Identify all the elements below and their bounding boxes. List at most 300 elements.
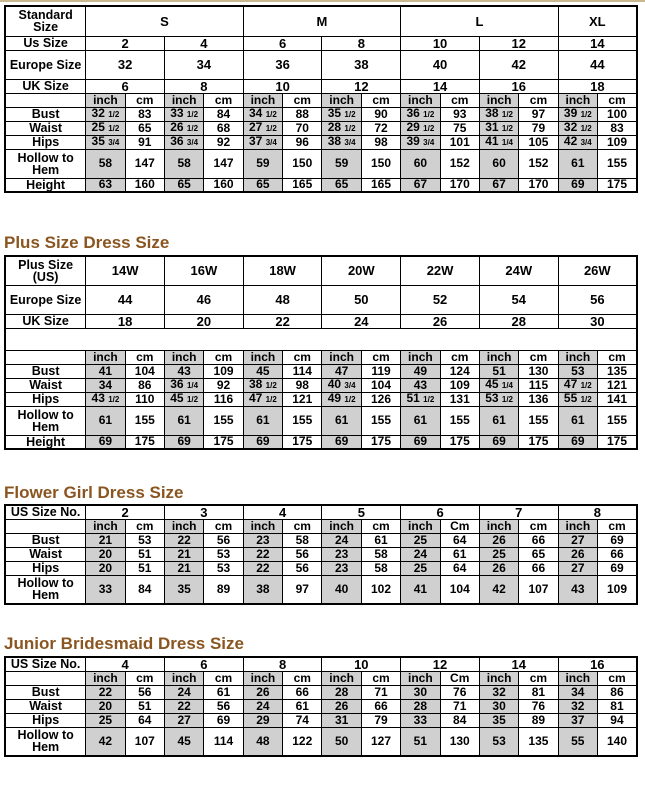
measure-inch: 30: [479, 699, 518, 713]
row-label: Hips: [5, 135, 86, 149]
measure-inch: 22: [243, 561, 282, 575]
units-label-blank: [5, 519, 86, 533]
size-value: 36: [243, 50, 322, 79]
measure-cm: 155: [283, 406, 322, 435]
measure-inch: 50: [322, 727, 361, 756]
measure-whole: 36: [406, 107, 424, 120]
measure-inch: 20: [86, 547, 125, 561]
measure-inch: 21: [86, 533, 125, 547]
measure-cm: 56: [283, 561, 322, 575]
size-value: 42: [479, 50, 558, 79]
measure-inch: 42: [86, 727, 125, 756]
measure-cm: 141: [598, 392, 637, 406]
measure-inch: 22: [164, 699, 203, 713]
measure-inch: [243, 121, 282, 135]
measure-cm: 100: [598, 107, 637, 121]
row-label: US Size No.: [5, 657, 86, 671]
size-value: 16W: [164, 256, 243, 285]
measure-cm: 84: [125, 575, 164, 604]
unit-cm: cm: [125, 519, 164, 533]
size-value: 4: [164, 36, 243, 50]
size-value: 22W: [401, 256, 480, 285]
row-label: Bust: [5, 364, 86, 378]
measure-row-waist: [5, 699, 637, 713]
row-label: Waist: [5, 378, 86, 392]
unit-cm: cm: [598, 350, 637, 364]
measure-cm: 94: [597, 713, 637, 727]
measure-cm: 109: [598, 575, 637, 604]
measure-row-hollow-to-hem: [5, 575, 637, 604]
measure-cm: 97: [519, 107, 558, 121]
row-label: Hollow to Hem: [5, 727, 86, 756]
measure-inch: 61: [401, 406, 440, 435]
measure-inch: 58: [164, 149, 203, 178]
measure-cm: 68: [204, 121, 243, 135]
measure-cm: 72: [361, 121, 400, 135]
measure-cm: 89: [519, 713, 558, 727]
measure-inch: 41: [401, 575, 440, 604]
measure-whole: 36: [170, 378, 187, 391]
unit-inch: inch: [164, 519, 203, 533]
row-label: Waist: [5, 547, 86, 561]
measure-row-waist: [5, 121, 637, 135]
size-group-l: L: [401, 6, 558, 36]
measure-whole: 45: [485, 378, 502, 391]
measure-row-hollow-to-hem: [5, 727, 637, 756]
measure-cm: 64: [125, 713, 164, 727]
measure-whole: 53: [485, 392, 502, 405]
measure-whole: 28: [327, 121, 345, 134]
measure-cm: 105: [519, 135, 558, 149]
size-value: 26: [401, 314, 480, 328]
row-label: Standard Size: [5, 6, 86, 36]
measure-inch: 29: [243, 713, 282, 727]
measure-cm: 152: [440, 149, 479, 178]
measure-fraction: 1/2: [580, 124, 592, 133]
size-row: [5, 79, 637, 93]
measure-inch: 55: [558, 727, 597, 756]
measure-whole: 43: [91, 392, 109, 405]
measure-inch: 20: [86, 561, 125, 575]
unit-inch: inch: [243, 350, 282, 364]
measure-cm: 58: [283, 533, 322, 547]
measure-cm: 130: [440, 727, 479, 756]
measure-inch: 69: [86, 435, 125, 449]
measure-cm: 102: [361, 575, 400, 604]
size-value: 14: [558, 36, 637, 50]
unit-cm: Cm: [440, 671, 479, 685]
size-value: 6: [86, 79, 165, 93]
size-value: 16: [479, 79, 558, 93]
measure-cm: 109: [440, 378, 479, 392]
measure-inch: 26: [243, 685, 282, 699]
measure-inch: 53: [479, 727, 518, 756]
measure-inch: 34: [86, 378, 125, 392]
measure-whole: 40: [327, 378, 345, 391]
unit-inch: inch: [164, 350, 203, 364]
size-value: 38: [322, 50, 401, 79]
measure-cm: 69: [204, 713, 243, 727]
measure-inch: 24: [164, 685, 203, 699]
unit-cm: cm: [519, 671, 558, 685]
measure-whole: 47: [563, 378, 581, 391]
measure-cm: 56: [204, 533, 243, 547]
measure-cm: 104: [125, 364, 164, 378]
size-value: 12: [322, 79, 401, 93]
measure-cm: 71: [361, 685, 400, 699]
unit-cm: cm: [519, 519, 558, 533]
measure-whole: 42: [563, 135, 581, 148]
measure-cm: 175: [519, 435, 558, 449]
measure-inch: [322, 392, 361, 406]
unit-cm: cm: [125, 671, 164, 685]
size-group-xl: XL: [558, 6, 637, 36]
unit-cm: cm: [204, 93, 243, 107]
measure-whole: 38: [248, 378, 266, 391]
measure-inch: 49: [401, 364, 440, 378]
measure-whole: 41: [485, 135, 502, 148]
unit-inch: inch: [558, 93, 597, 107]
measure-inch: 31: [322, 713, 361, 727]
flower-girl-table: [4, 504, 638, 605]
measure-cm: 114: [283, 364, 322, 378]
measure-inch: 22: [86, 685, 125, 699]
measure-inch: [164, 107, 203, 121]
measure-inch: 69: [558, 178, 597, 192]
measure-cm: 175: [204, 435, 243, 449]
measure-cm: 114: [204, 727, 243, 756]
measure-cm: 152: [519, 149, 558, 178]
measure-fraction: 1/2: [108, 395, 120, 404]
measure-inch: 24: [322, 533, 361, 547]
measure-fraction: 3/4: [344, 381, 356, 390]
size-row: [5, 657, 637, 671]
measure-cm: 121: [598, 378, 637, 392]
measure-cm: 71: [440, 699, 479, 713]
unit-inch: inch: [86, 93, 125, 107]
size-value: 24W: [479, 256, 558, 285]
unit-cm: cm: [204, 671, 243, 685]
unit-cm: cm: [125, 350, 164, 364]
measure-cm: 155: [440, 406, 479, 435]
row-label: Waist: [5, 121, 86, 135]
measure-cm: 98: [283, 378, 322, 392]
measure-inch: 41: [86, 364, 125, 378]
size-row: [5, 36, 637, 50]
measure-inch: [558, 121, 597, 135]
unit-inch: inch: [479, 350, 518, 364]
measure-cm: 150: [283, 149, 322, 178]
unit-inch: inch: [243, 519, 282, 533]
measure-inch: 26: [322, 699, 361, 713]
measure-fraction: 1/2: [501, 124, 513, 133]
measure-fraction: 1/2: [186, 110, 199, 119]
measure-fraction: 1/2: [265, 124, 277, 133]
measure-inch: 65: [322, 178, 361, 192]
measure-whole: 39: [563, 107, 581, 120]
measure-inch: [322, 107, 361, 121]
measure-inch: 30: [401, 685, 440, 699]
measure-whole: 32: [91, 107, 109, 120]
measure-cm: 58: [361, 561, 400, 575]
unit-inch: inch: [479, 671, 518, 685]
measure-inch: 26: [558, 547, 597, 561]
size-value: 44: [86, 285, 165, 314]
measure-whole: 35: [327, 107, 345, 120]
unit-inch: inch: [243, 93, 282, 107]
measure-inch: [479, 121, 518, 135]
measure-cm: 65: [125, 121, 164, 135]
unit-cm: cm: [125, 93, 164, 107]
unit-inch: inch: [322, 350, 361, 364]
unit-inch: inch: [86, 519, 125, 533]
measure-inch: [243, 392, 282, 406]
measure-inch: 23: [322, 561, 361, 575]
measure-whole: 36: [170, 135, 187, 148]
measure-inch: 23: [322, 547, 361, 561]
blank-row: [5, 328, 637, 350]
measure-cm: 83: [125, 107, 164, 121]
size-value: 6: [243, 36, 322, 50]
measure-whole: 27: [249, 121, 266, 134]
measure-cm: 86: [597, 685, 637, 699]
size-value: 4: [86, 657, 165, 671]
measure-inch: 33: [401, 713, 440, 727]
measure-inch: 38: [243, 575, 282, 604]
measure-whole: 51: [406, 392, 424, 405]
unit-cm: cm: [361, 93, 400, 107]
measure-inch: 35: [479, 713, 518, 727]
measure-inch: 32: [558, 699, 597, 713]
measure-cm: 79: [519, 121, 558, 135]
size-value: 40: [401, 50, 480, 79]
measure-row-bust: [5, 364, 637, 378]
size-value: 20: [164, 314, 243, 328]
measure-cm: 109: [598, 135, 637, 149]
measure-cm: 175: [598, 178, 637, 192]
measure-inch: 69: [164, 435, 203, 449]
measure-cm: 155: [125, 406, 164, 435]
unit-inch: inch: [243, 671, 282, 685]
measure-cm: 175: [125, 435, 164, 449]
unit-inch: inch: [164, 93, 203, 107]
measure-row-bust: [5, 685, 637, 699]
unit-inch: inch: [558, 671, 597, 685]
size-value: 56: [558, 285, 637, 314]
unit-inch: inch: [479, 93, 518, 107]
measure-inch: 45: [164, 727, 203, 756]
measure-row-height: [5, 178, 637, 192]
unit-inch: inch: [322, 519, 361, 533]
size-row: [5, 50, 637, 79]
size-value: 2: [86, 505, 165, 519]
measure-cm: 170: [519, 178, 558, 192]
row-label: Bust: [5, 685, 86, 699]
unit-cm: cm: [440, 350, 479, 364]
measure-inch: [558, 135, 597, 149]
measure-inch: 69: [479, 435, 518, 449]
measure-cm: 175: [283, 435, 322, 449]
measure-cm: 91: [125, 135, 164, 149]
measure-fraction: 1/2: [423, 395, 435, 404]
measure-whole: 32: [563, 121, 581, 134]
measure-cm: 51: [125, 547, 164, 561]
measure-inch: 35: [164, 575, 203, 604]
size-value: 14W: [86, 256, 165, 285]
measure-cm: 160: [125, 178, 164, 192]
measure-cm: 136: [519, 392, 558, 406]
size-value: 10: [322, 657, 401, 671]
row-label: Hollow to Hem: [5, 406, 86, 435]
measure-inch: 61: [164, 406, 203, 435]
measure-cm: 84: [204, 107, 243, 121]
measure-fraction: 1/4: [501, 381, 513, 390]
size-value: 18W: [243, 256, 322, 285]
measure-cm: 104: [361, 378, 400, 392]
unit-cm: cm: [519, 350, 558, 364]
measure-cm: 76: [519, 699, 558, 713]
measure-inch: [86, 121, 125, 135]
measure-cm: 81: [519, 685, 558, 699]
measure-inch: 69: [243, 435, 282, 449]
measure-cm: 90: [361, 107, 400, 121]
measure-inch: 20: [86, 699, 125, 713]
measure-fraction: 3/4: [580, 138, 592, 147]
measure-whole: 55: [563, 392, 581, 405]
measure-row-hips: [5, 392, 637, 406]
units-row: [5, 519, 637, 533]
units-row: [5, 93, 637, 107]
unit-inch: inch: [479, 519, 518, 533]
measure-cm: 155: [598, 149, 637, 178]
measure-inch: 59: [322, 149, 361, 178]
measure-cm: 119: [361, 364, 400, 378]
measure-inch: 65: [243, 178, 282, 192]
size-value: 14: [479, 657, 558, 671]
measure-cm: 107: [125, 727, 164, 756]
size-value: 4: [243, 505, 322, 519]
measure-whole: 29: [406, 121, 424, 134]
size-value: 8: [558, 505, 637, 519]
measure-cm: 147: [125, 149, 164, 178]
measure-cm: 89: [204, 575, 243, 604]
measure-inch: 33: [86, 575, 125, 604]
size-value: 8: [243, 657, 322, 671]
measure-cm: 150: [361, 149, 400, 178]
measure-fraction: 1/2: [344, 395, 356, 404]
measure-cm: 81: [597, 699, 637, 713]
measure-cm: 175: [598, 435, 637, 449]
measure-cm: 98: [361, 135, 400, 149]
measure-cm: 51: [125, 699, 164, 713]
units-label-blank: [5, 93, 86, 107]
measure-cm: 66: [361, 699, 400, 713]
measure-inch: 24: [401, 547, 440, 561]
measure-inch: 28: [401, 699, 440, 713]
measure-cm: 69: [598, 561, 637, 575]
unit-cm: cm: [361, 671, 400, 685]
measure-inch: 61: [86, 406, 125, 435]
measure-cm: 66: [283, 685, 322, 699]
size-value: 3: [164, 505, 243, 519]
measure-fraction: 1/2: [580, 395, 592, 404]
row-label: Hollow to Hem: [5, 575, 86, 604]
measure-inch: 67: [479, 178, 518, 192]
measure-inch: [322, 121, 361, 135]
row-label: US Size No.: [5, 505, 86, 519]
unit-inch: inch: [86, 671, 125, 685]
size-value: 48: [243, 285, 322, 314]
measure-inch: 43: [401, 378, 440, 392]
row-label: Height: [5, 435, 86, 449]
size-value: 8: [164, 79, 243, 93]
measure-inch: 34: [558, 685, 597, 699]
size-value: 12: [479, 36, 558, 50]
measure-whole: 49: [327, 392, 345, 405]
measure-inch: [558, 392, 597, 406]
measure-inch: 28: [322, 685, 361, 699]
measure-inch: [558, 378, 597, 392]
measure-inch: 25: [479, 547, 518, 561]
measure-cm: 110: [125, 392, 164, 406]
measure-row-hips: [5, 135, 637, 149]
measure-inch: 53: [558, 364, 597, 378]
measure-cm: 92: [204, 135, 243, 149]
size-value: 28: [479, 314, 558, 328]
measure-cm: 61: [283, 699, 322, 713]
top-border-line: [0, 0, 645, 2]
measure-row-waist: [5, 378, 637, 392]
measure-inch: [479, 135, 518, 149]
size-value: 6: [164, 657, 243, 671]
size-value: 34: [164, 50, 243, 79]
size-group-m: M: [243, 6, 400, 36]
unit-cm: cm: [283, 671, 322, 685]
measure-fraction: 3/4: [423, 138, 435, 147]
unit-cm: cm: [204, 519, 243, 533]
measure-inch: [401, 135, 440, 149]
measure-inch: [401, 121, 440, 135]
measure-cm: 122: [283, 727, 322, 756]
measure-inch: 40: [322, 575, 361, 604]
units-row: [5, 350, 637, 364]
measure-inch: [243, 107, 282, 121]
measure-inch: 25: [401, 561, 440, 575]
measure-inch: 45: [243, 364, 282, 378]
measure-inch: 32: [479, 685, 518, 699]
measure-inch: 61: [322, 406, 361, 435]
measure-inch: 24: [243, 699, 282, 713]
measure-cm: 56: [204, 699, 243, 713]
measure-inch: [401, 107, 440, 121]
measure-cm: 127: [361, 727, 400, 756]
measure-fraction: 1/2: [580, 110, 592, 119]
row-label: Hollow to Hem: [5, 149, 86, 178]
measure-row-bust: [5, 533, 637, 547]
measure-inch: [164, 121, 203, 135]
section-title-junior: Junior Bridesmaid Dress Size: [4, 634, 244, 653]
measure-cm: 104: [440, 575, 479, 604]
size-value: 6: [401, 505, 480, 519]
measure-cm: 131: [440, 392, 479, 406]
measure-cm: 69: [598, 533, 637, 547]
measure-inch: 69: [558, 435, 597, 449]
measure-inch: 61: [243, 406, 282, 435]
unit-inch: inch: [401, 93, 440, 107]
measure-row-hollow-to-hem: [5, 149, 637, 178]
measure-inch: 59: [243, 149, 282, 178]
measure-inch: 61: [558, 149, 597, 178]
